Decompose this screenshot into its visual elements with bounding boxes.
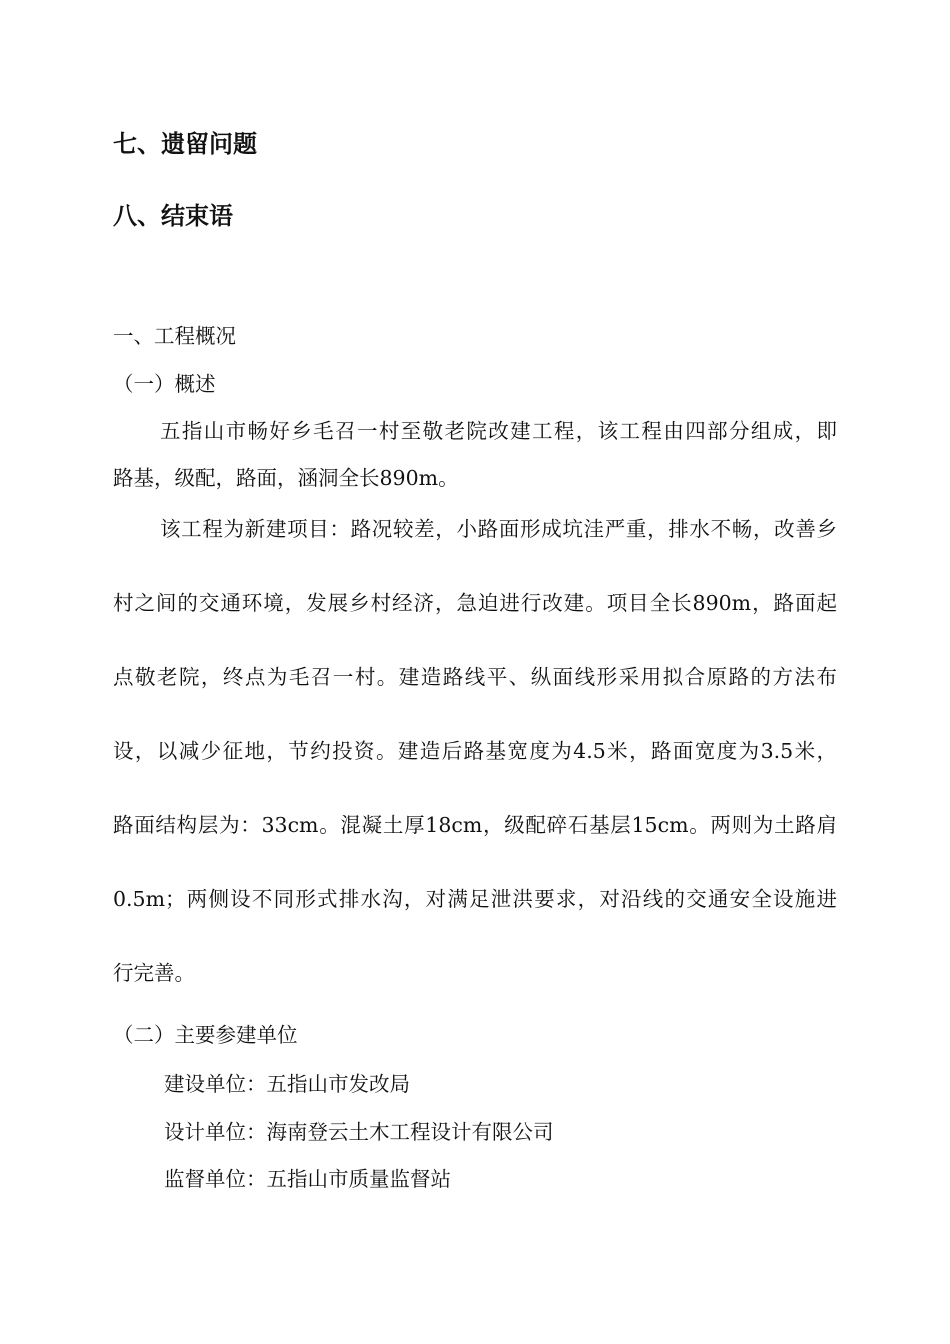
paragraph-line: 五指山市畅好乡毛召一村至敬老院改建工程，该工程由四部分组成，即 xyxy=(160,419,837,443)
unit-item-supervision: 监督单位：五指山市质量监督站 xyxy=(164,1167,451,1191)
subsection-heading-overview: （一）概述 xyxy=(113,372,216,396)
toc-item-7: 七、遗留问题 xyxy=(113,130,257,158)
section-heading: 一、工程概况 xyxy=(113,324,236,348)
paragraph-line: 路面结构层为：33cm。混凝土厚18cm，级配碎石基层15cm。两则为土路肩 xyxy=(113,813,837,837)
subsection-heading-units: （二）主要参建单位 xyxy=(113,1023,298,1047)
paragraph-line: 设，以减少征地，节约投资。建造后路基宽度为4.5米，路面宽度为3.5米， xyxy=(113,739,837,763)
unit-item-construction: 建设单位：五指山市发改局 xyxy=(164,1072,410,1096)
paragraph-line: 0.5m；两侧设不同形式排水沟，对满足泄洪要求，对沿线的交通安全设施进 xyxy=(113,887,837,911)
paragraph-line: 村之间的交通环境，发展乡村经济，急迫进行改建。项目全长890m，路面起 xyxy=(113,591,837,615)
paragraph-line: 点敬老院，终点为毛召一村。建造路线平、纵面线形采用拟合原路的方法布 xyxy=(113,665,837,689)
paragraph-line: 行完善。 xyxy=(113,961,195,985)
paragraph-line: 路基，级配，路面，涵洞全长890m。 xyxy=(113,466,459,490)
unit-item-design: 设计单位：海南登云土木工程设计有限公司 xyxy=(164,1120,554,1144)
paragraph-line: 该工程为新建项目：路况较差，小路面形成坑洼严重，排水不畅，改善乡 xyxy=(160,517,837,541)
toc-item-8: 八、结束语 xyxy=(113,202,233,230)
